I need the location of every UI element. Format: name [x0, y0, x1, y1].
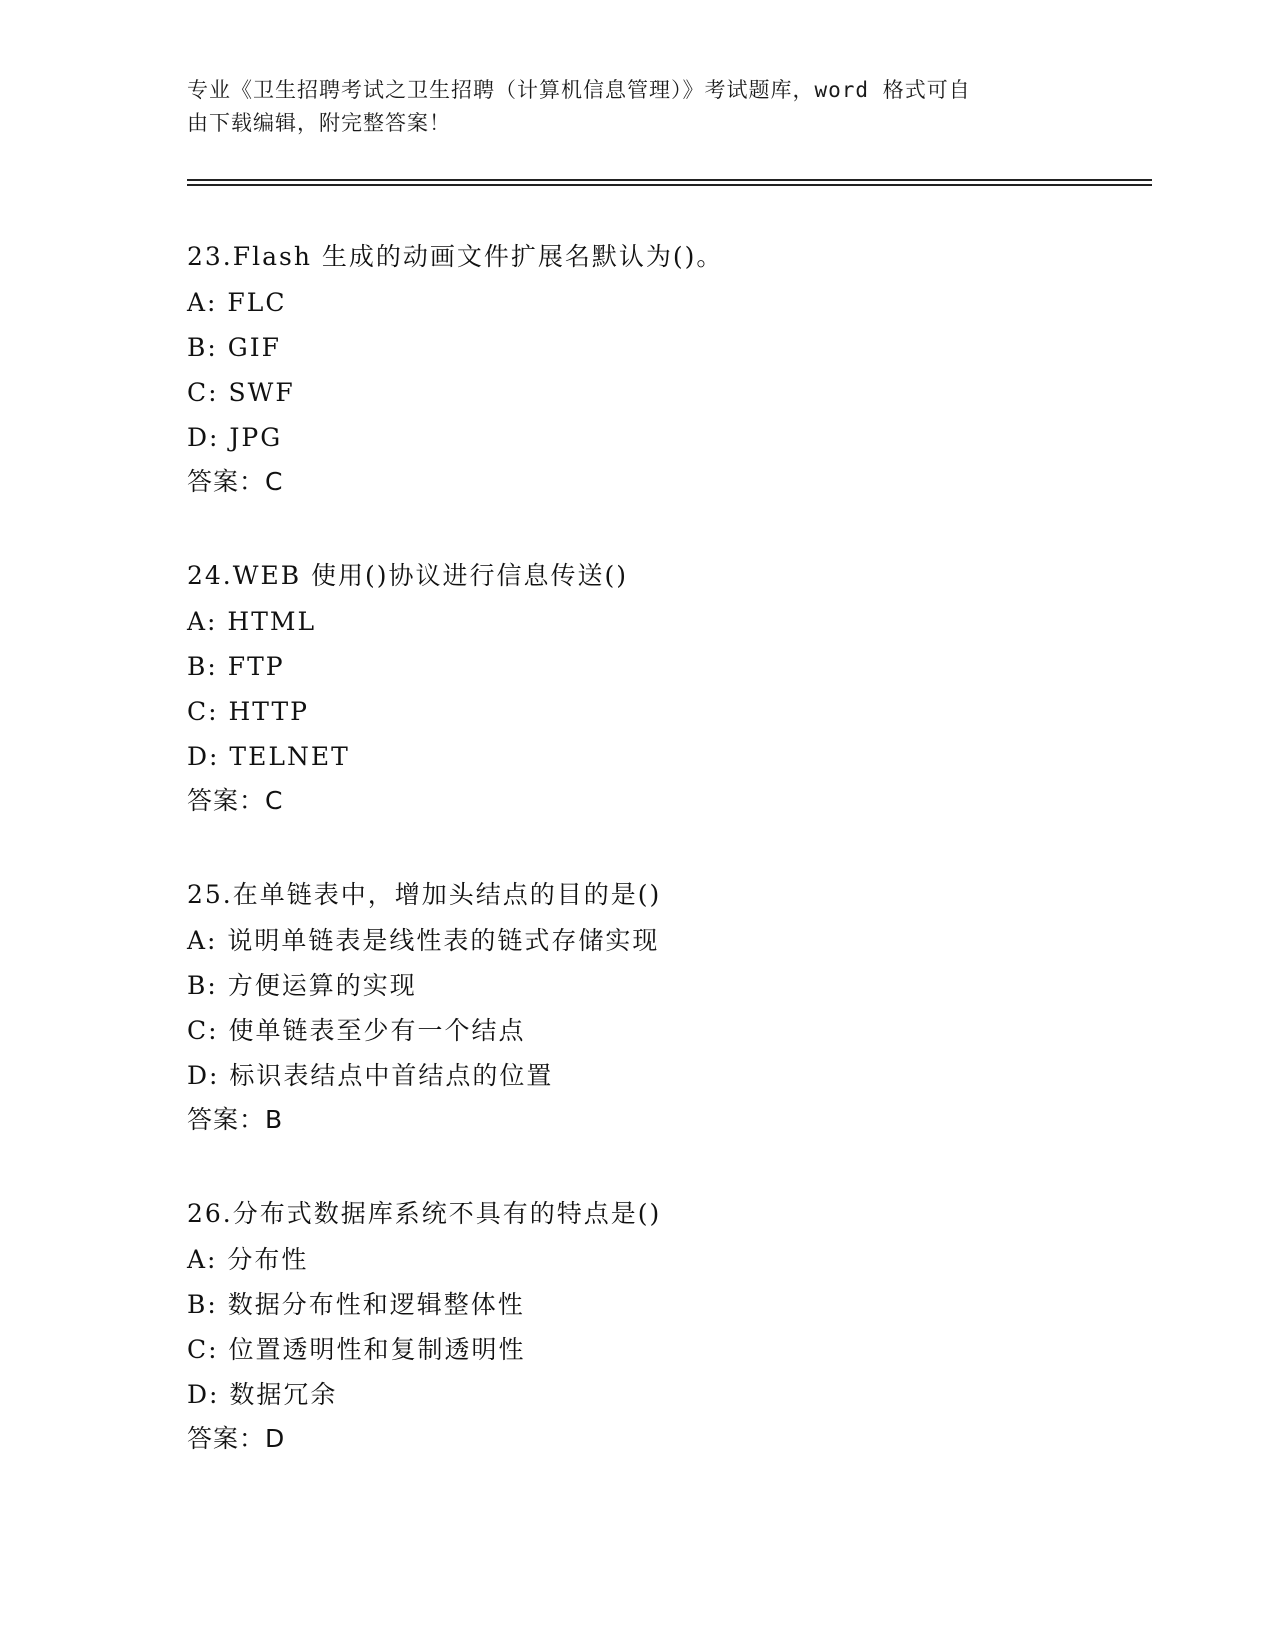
question-text: 23.Flash 生成的动画文件扩展名默认为()。 — [187, 242, 724, 271]
answer: 答案：B — [187, 1105, 284, 1134]
answer: 答案：C — [187, 786, 284, 815]
option-b: B: GIF — [187, 333, 281, 362]
option-a: A: 说明单链表是线性表的链式存储实现 — [187, 926, 660, 955]
header-line-1: 专业《卫生招聘考试之卫生招聘（计算机信息管理）》考试题库，word 格式可自 — [187, 78, 971, 102]
answer: 答案：D — [187, 1424, 286, 1453]
option-c: C: 位置透明性和复制透明性 — [187, 1335, 526, 1364]
option-d: D: TELNET — [187, 742, 350, 771]
option-c: C: SWF — [187, 378, 295, 407]
option-b: B: FTP — [187, 652, 285, 681]
header-divider-top — [187, 179, 1152, 181]
question-25 — [187, 872, 1147, 1142]
question-text: 26.分布式数据库系统不具有的特点是() — [187, 1199, 662, 1228]
answer: 答案：C — [187, 467, 284, 496]
option-b: B: 数据分布性和逻辑整体性 — [187, 1290, 525, 1319]
header-divider-bottom — [187, 184, 1152, 186]
option-d: D: JPG — [187, 423, 283, 452]
option-a: A: 分布性 — [187, 1245, 309, 1274]
option-d: D: 标识表结点中首结点的位置 — [187, 1061, 554, 1090]
option-a: A: FLC — [187, 288, 287, 317]
option-a: A: HTML — [187, 607, 317, 636]
header-line-2: 由下载编辑，附完整答案！ — [187, 111, 451, 135]
question-24 — [187, 553, 1147, 823]
question-text: 25.在单链表中，增加头结点的目的是() — [187, 880, 662, 909]
question-text: 24.WEB 使用()协议进行信息传送() — [187, 561, 629, 590]
option-c: C: 使单链表至少有一个结点 — [187, 1016, 526, 1045]
document-header — [187, 74, 1067, 140]
option-d: D: 数据冗余 — [187, 1380, 338, 1409]
question-26 — [187, 1191, 1147, 1461]
question-23 — [187, 234, 1147, 504]
option-c: C: HTTP — [187, 697, 309, 726]
option-b: B: 方便运算的实现 — [187, 971, 417, 1000]
